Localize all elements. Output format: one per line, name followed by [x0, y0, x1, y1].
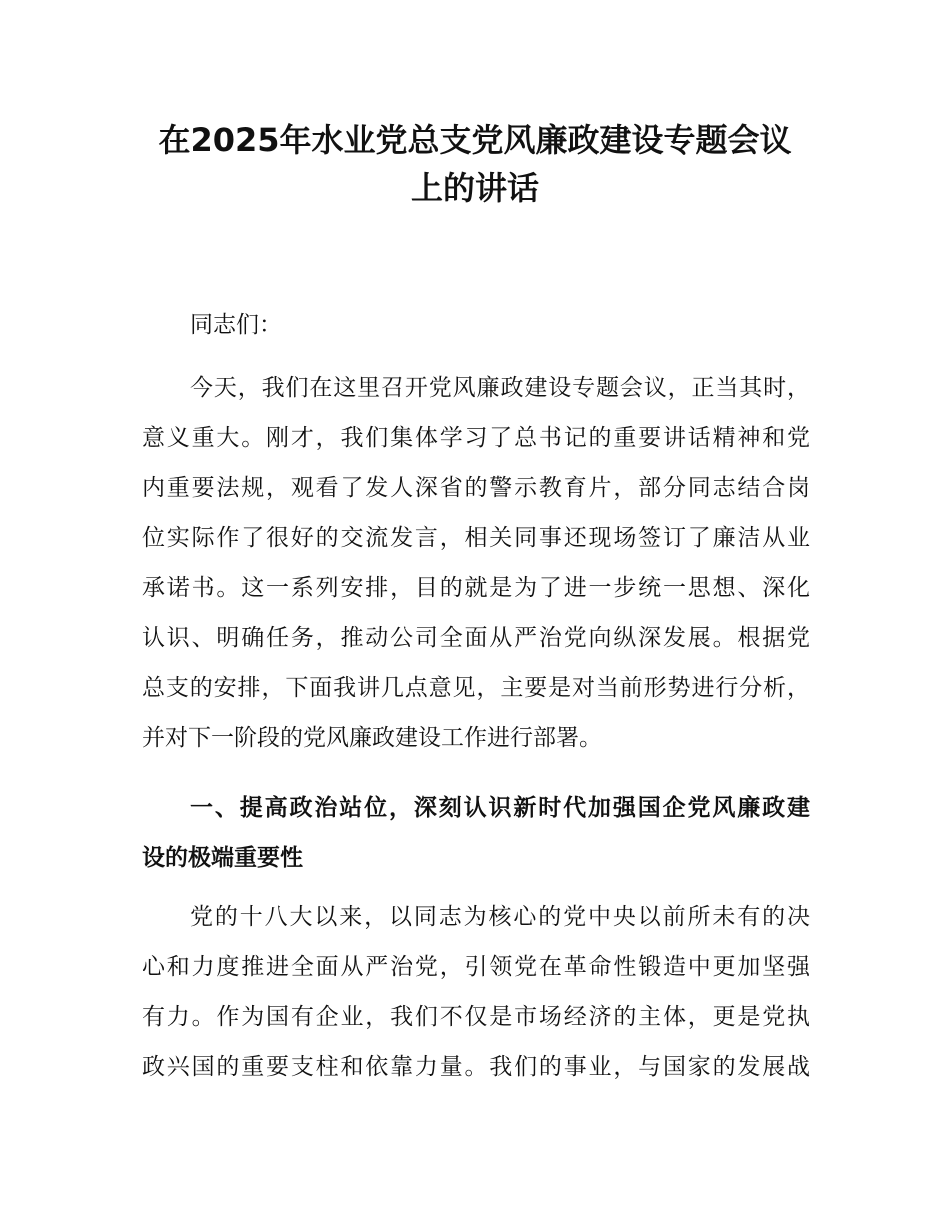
paragraph-line: 内重要法规，观看了发人深省的警示教育片，部分同志结合岗	[142, 475, 810, 501]
paragraph-line: 心和力度推进全面从严治党，引领党在革命性锻造中更加坚强	[142, 954, 810, 980]
paragraph-line: 今天，我们在这里召开党风廉政建设专题会议，正当其时，	[190, 375, 810, 401]
title-line: 上的讲话	[410, 169, 539, 207]
paragraph-line: 位实际作了很好的交流发言，相关同事还现场签订了廉洁从业	[142, 525, 810, 551]
paragraph-line: 总支的安排，下面我讲几点意见，主要是对当前形势进行分析，	[142, 675, 810, 701]
paragraph-line: 并对下一阶段的党风廉政建设工作进行部署。	[142, 725, 602, 751]
paragraph-line: 意义重大。刚才，我们集体学习了总书记的重要讲话精神和党	[142, 425, 810, 451]
title-line: 在2025年水业党总支党风廉政建设专题会议	[158, 121, 792, 159]
salutation	[142, 300, 810, 350]
section-heading-1	[142, 783, 810, 883]
paragraph-line: 党的十八大以来，以同志为核心的党中央以前所未有的决	[190, 904, 810, 930]
paragraph-line: 政兴国的重要支柱和依靠力量。我们的事业，与国家的发展战	[142, 1054, 810, 1080]
heading-line: 一、提高政治站位，深刻认识新时代加强国企党风廉政建	[190, 795, 810, 821]
paragraph-line: 承诺书。这一系列安排，目的就是为了进一步统一思想、深化	[142, 575, 810, 601]
paragraph-2	[142, 892, 810, 1092]
heading-line: 设的极端重要性	[142, 845, 303, 871]
salutation-text: 同志们：	[190, 312, 282, 338]
paragraph-1	[142, 363, 810, 763]
document-title	[100, 116, 850, 212]
paragraph-line: 有力。作为国有企业，我们不仅是市场经济的主体，更是党执	[142, 1004, 810, 1030]
paragraph-line: 认识、明确任务，推动公司全面从严治党向纵深发展。根据党	[142, 625, 810, 651]
